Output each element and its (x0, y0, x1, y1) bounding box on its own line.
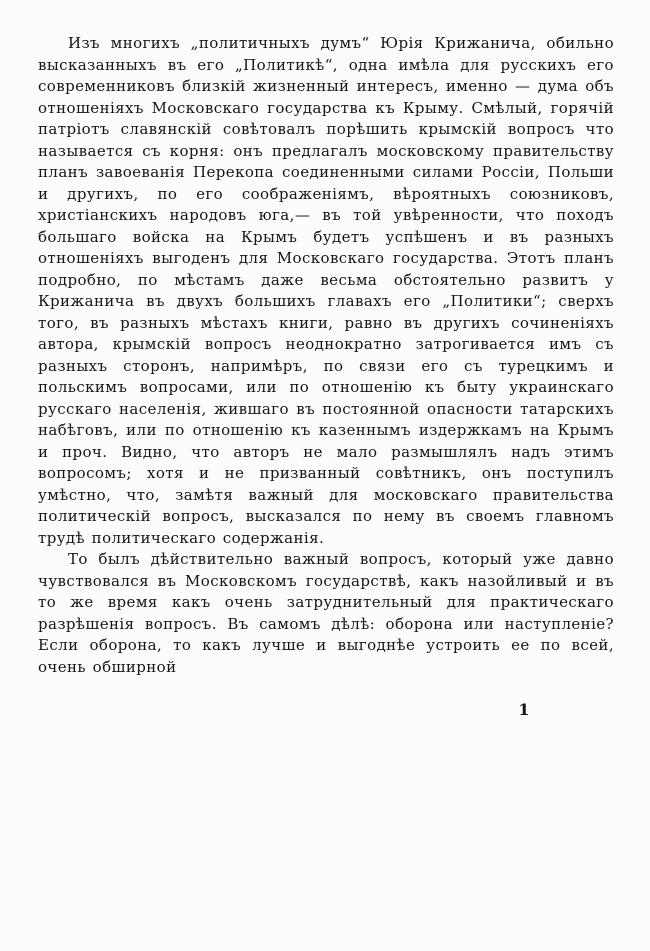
page-number-row (38, 700, 614, 719)
paragraph-2: То былъ дѣйствительно важный вопросъ, который уже давно чувствовался въ Московскомъ государствѣ, какъ назойливый и въ то же время какъ очень затруднительный для практическаго разрѣшенія вопросъ. Въ самомъ дѣлѣ: оборона или наступленіе? Если оборона, то какъ лучше и выгоднѣе устроить ее по всей, очень обширной (38, 550, 614, 676)
page-number: 1 (518, 700, 530, 719)
paragraph-1: Изъ многихъ „политичныхъ думъ“ Юрія Крижанича, обильно высказанныхъ въ его „Политикѣ“, одна имѣла для русскихъ его современниковъ близкій жизненный интересъ, именно — дума объ отношеніяхъ Московскаго государства къ Крыму. Смѣлый, горячій патріотъ славянскій совѣтовалъ порѣшить крымскій вопросъ что называется съ корня: онъ предлагалъ московскому правительству планъ завоеванія Перекопа соединенными силами Россіи, Польши и другихъ, по его соображеніямъ, вѣроятныхъ союзниковъ, христіанскихъ народовъ юга,— въ той увѣренности, что походъ большаго войска на Крымъ будетъ успѣшенъ и въ разныхъ отношеніяхъ выгоденъ для Московскаго государства. Этотъ планъ подробно, по мѣстамъ даже весьма обстоятельно развитъ у Крижанича въ двухъ большихъ главахъ его „Политики“; сверхъ того, въ разныхъ мѣстахъ книги, равно въ другихъ сочиненіяхъ автора, крымскій вопросъ неоднократно затрогивается имъ съ разныхъ сторонъ, напримѣръ, по связи его съ турецкимъ и польскимъ вопросами, или по отношенію къ быту украинскаго русскаго населенія, жившаго въ постоянной опасности татарскихъ набѣговъ, или по отношенію къ казеннымъ издержкамъ на Крымъ и проч. Видно, что авторъ не мало размышлялъ надъ этимъ вопросомъ; хотя и не призванный совѣтникъ, онъ поступилъ умѣстно, что, замѣтя важный для московскаго правительства политическій вопросъ, высказался по нему въ своемъ главномъ трудѣ политическаго содержанія. (38, 34, 614, 547)
